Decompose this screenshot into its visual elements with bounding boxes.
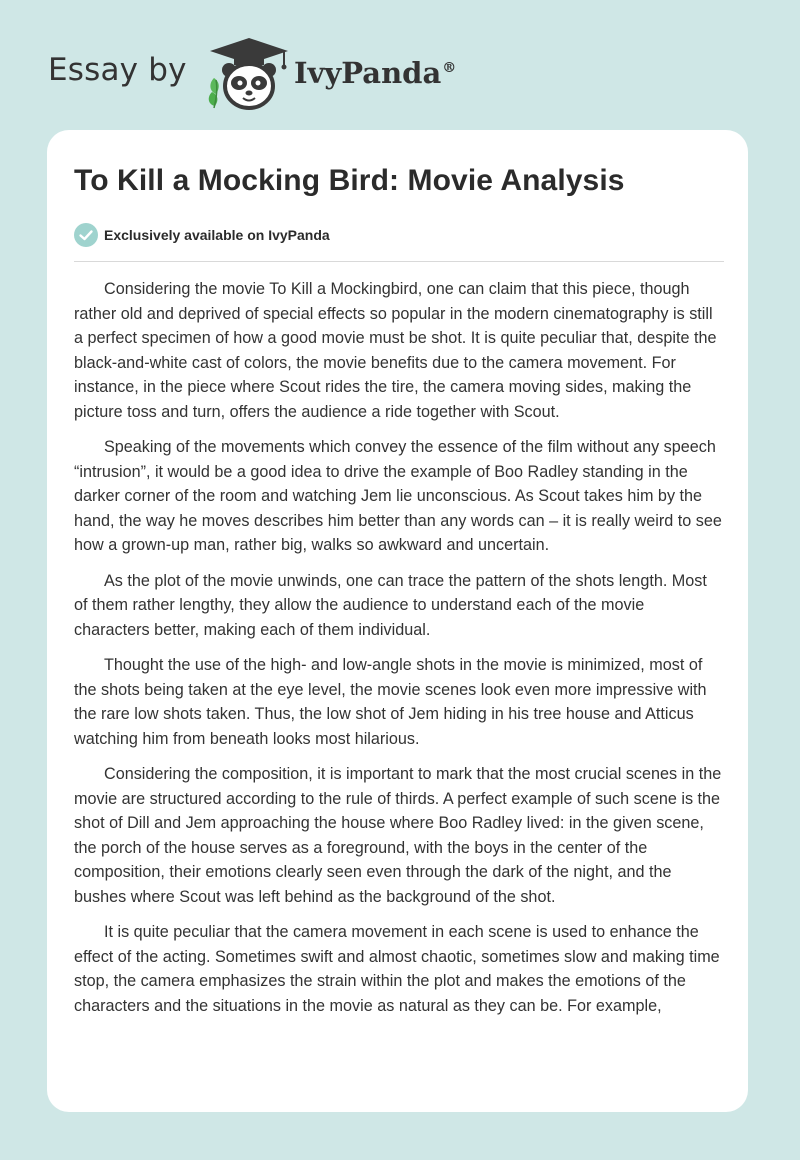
paragraph: Considering the movie To Kill a Mockingbird, one can claim that this piece, though rather old and deprived of special effects so popular in the modern cinematography is still a perfect specimen of how a good movie must be shot. It is quite peculiar that, despite the black-and-white cast of colors, the movie benefits due to the camera movement. For instance, in the piece where Scout rides the tire, the camera moving sides, making the picture toss and turn, offers the audience a ride together with Scout.: [74, 280, 717, 421]
brand-prefix: Essay by: [48, 52, 187, 88]
exclusive-badge-label: Exclusively available on IvyPanda: [104, 227, 330, 243]
paragraph: Considering the composition, it is important to mark that the most crucial scenes in the movie are structured according to the rule of thirds. A perfect example of such scene is the shot of Dill and Jem approaching the house where Boo Radley lived: in the given scene, the porch of the house serves as a foreground, with the boys in the center of the composition, their emotions clearly seen even through the dark of the night, and the bushes where Scout was left behind as the background of the shot.: [74, 765, 722, 906]
exclusive-badge: [74, 222, 330, 248]
paragraph: Thought the use of the high- and low-angle shots in the movie is minimized, most of the shots being taken at the eye level, the movie scenes look even more impressive with the rare low shots taken. Thus, the low shot of Jem hiding in his tree house and Atticus watching him from beneath looks most hilarious.: [74, 656, 707, 748]
brand-name[interactable]: IvyPanda®: [294, 56, 457, 90]
essay-body: [74, 277, 724, 1029]
ivypanda-logo-icon[interactable]: [204, 34, 294, 112]
paragraph: Speaking of the movements which convey the essence of the film without any speech “intrusion”, it would be a good idea to drive the example of Boo Radley standing in the darker corner of the room and watching Jem lie unconscious. As Scout takes him by the hand, the way he moves describes him better than any words can – it is really weird to see how a grown-up man, rather big, walks so awkward and uncertain.: [74, 438, 722, 554]
page-title: To Kill a Mocking Bird: Movie Analysis: [74, 164, 625, 197]
brand-header: [48, 30, 508, 110]
essay-card: [47, 130, 748, 1112]
paragraph: It is quite peculiar that the camera movement in each scene is used to enhance the effect of the acting. Sometimes swift and almost chaotic, sometimes slow and making time stop, the camera emphasizes the strain within the plot and makes the emotions of the characters and the situations in the movie as natural as they can be. For example,: [74, 923, 720, 1015]
registered-mark: ®: [442, 60, 457, 77]
check-circle-icon: [74, 223, 98, 247]
title-divider: [74, 261, 724, 262]
paragraph: As the plot of the movie unwinds, one can trace the pattern of the shots length. Most of them rather lengthy, they allow the audience to understand each of the movie characters better, making each of them individual.: [74, 571, 707, 639]
